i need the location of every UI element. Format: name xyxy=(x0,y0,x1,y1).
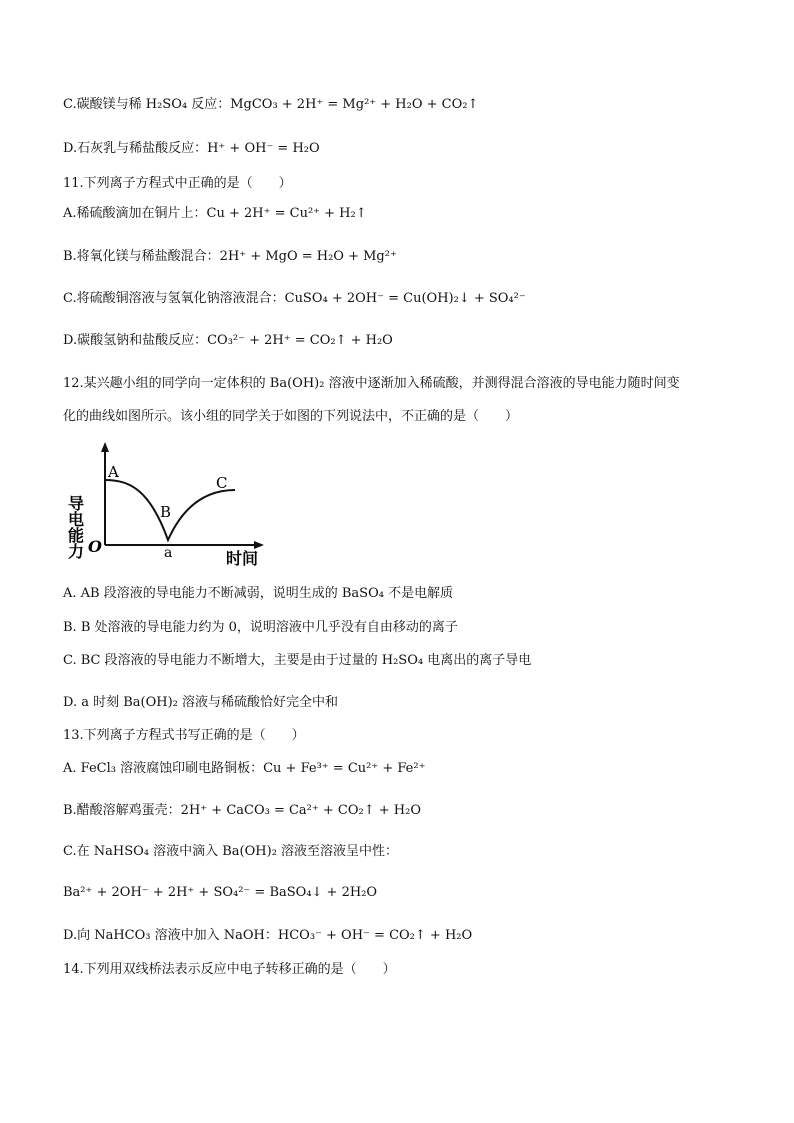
question-12-line2: 化的曲线如图所示。该小组的同学关于如图的下列说法中，不正确的是（ ） xyxy=(63,409,519,424)
option-a-q12: A. AB 段溶液的导电能力不断减弱，说明生成的 BaSO₄ 不是电解质 xyxy=(63,586,454,601)
option-d-q10: D.石灰乳与稀盐酸反应：H⁺ + OH⁻ = H₂O xyxy=(63,141,320,156)
origin-label: O xyxy=(88,537,102,556)
x-axis-arrow xyxy=(254,541,264,549)
y-axis-label: 导电能力 xyxy=(65,495,85,559)
question-14: 14.下列用双线桥法表示反应中电子转移正确的是（ ） xyxy=(63,962,396,977)
option-d-q13: D.向 NaHCO₃ 溶液中加入 NaOH：HCO₃⁻ + OH⁻ = CO₂↑ + H₂O xyxy=(63,928,473,943)
point-c-label: C xyxy=(216,474,228,492)
option-b-q13: B.醋酸溶解鸡蛋壳：2H⁺ + CaCO₃ = Ca²⁺ + CO₂↑ + H₂O xyxy=(63,803,421,818)
option-c-q11: C.将硫酸铜溶液与氢氧化钠溶液混合：CuSO₄ + 2OH⁻ = Cu(OH)₂↓ + SO₄²⁻ xyxy=(63,291,526,306)
option-d-q11: D.碳酸氢钠和盐酸反应：CO₃²⁻ + 2H⁺ = CO₂↑ + H₂O xyxy=(63,333,393,348)
conductivity-chart xyxy=(60,440,270,570)
option-a-q11: A.稀硫酸滴加在铜片上：Cu + 2H⁺ = Cu²⁺ + H₂↑ xyxy=(63,206,367,221)
option-a-q13: A. FeCl₃ 溶液腐蚀印刷电路铜板：Cu + Fe³⁺ = Cu²⁺ + Fe²⁺ xyxy=(63,761,426,776)
option-c-q10: C.碳酸镁与稀 H₂SO₄ 反应：MgCO₃ + 2H⁺ = Mg²⁺ + H₂O + CO₂↑ xyxy=(63,97,479,112)
option-d-q12: D. a 时刻 Ba(OH)₂ 溶液与稀硫酸恰好完全中和 xyxy=(63,695,339,710)
question-11: 11.下列离子方程式中正确的是（ ） xyxy=(63,176,292,191)
x-axis-label: 时间 xyxy=(226,549,259,568)
y-axis-arrow xyxy=(101,442,109,452)
point-b-label: B xyxy=(160,503,172,521)
question-13: 13.下列离子方程式书写正确的是（ ） xyxy=(63,728,305,743)
question-12-line1: 12.某兴趣小组的同学向一定体积的 Ba(OH)₂ 溶液中逐渐加入稀硫酸，并测得混合溶液的导电能力随时间变 xyxy=(63,376,680,391)
option-b-q12: B. B 处溶液的导电能力约为 0，说明溶液中几乎没有自由移动的离子 xyxy=(63,620,458,635)
option-b-q11: B.将氧化镁与稀盐酸混合：2H⁺ + MgO = H₂O + Mg²⁺ xyxy=(63,249,397,264)
tick-a-label: a xyxy=(164,545,173,561)
option-c-q13: C.在 NaHSO₄ 溶液中滴入 Ba(OH)₂ 溶液至溶液呈中性： xyxy=(63,844,399,859)
option-c-q13-equation: Ba²⁺ + 2OH⁻ + 2H⁺ + SO₄²⁻ = BaSO₄↓ + 2H₂O xyxy=(63,885,378,900)
point-a-label: A xyxy=(108,463,119,481)
option-c-q12: C. BC 段溶液的导电能力不断增大，主要是由于过量的 H₂SO₄ 电离出的离子导电 xyxy=(63,653,532,668)
